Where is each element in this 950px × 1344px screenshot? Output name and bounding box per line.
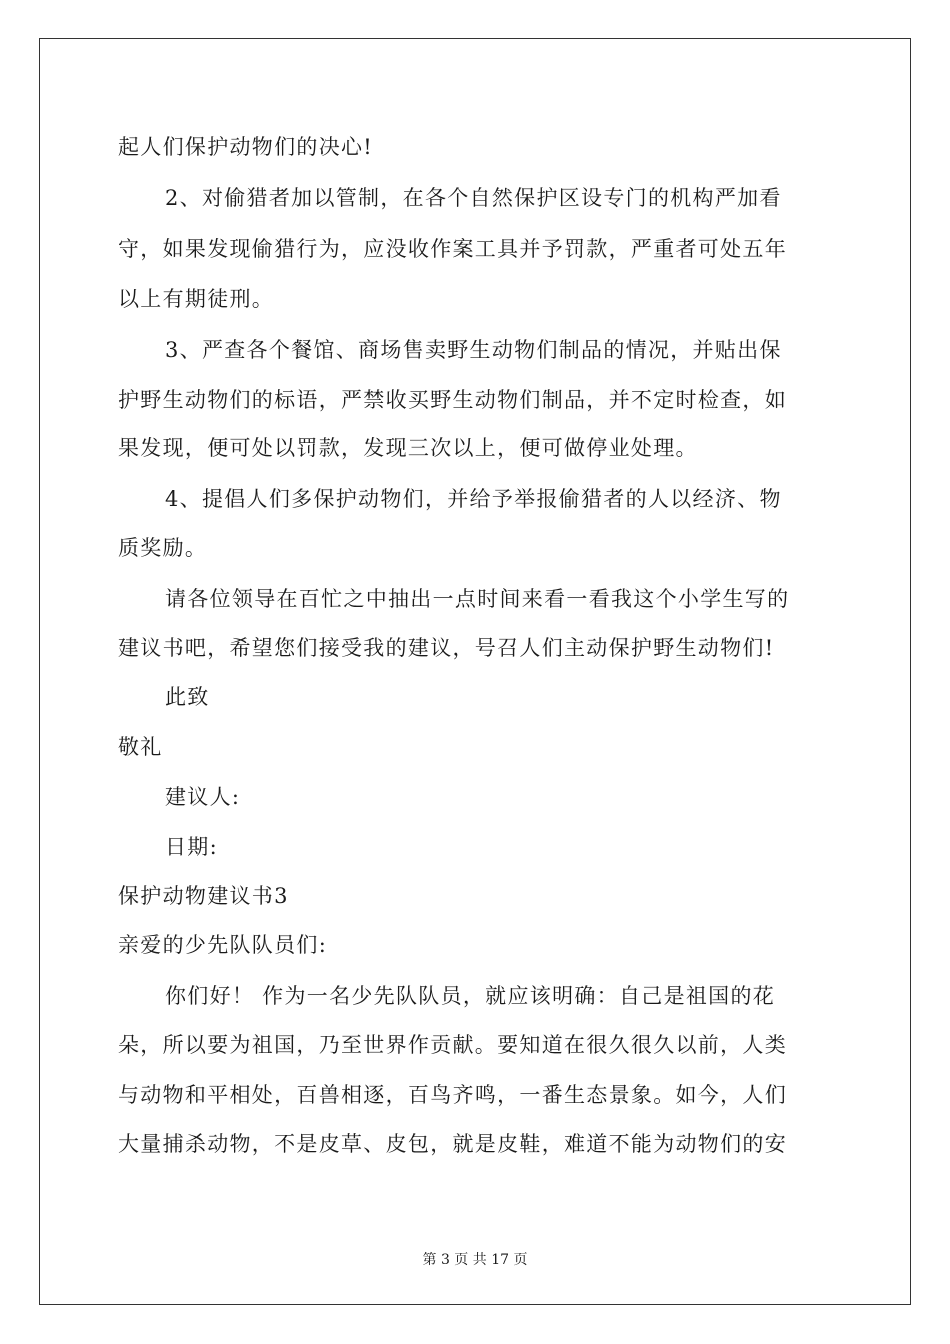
text-line: 守，如果发现偷猎行为，应没收作案工具并予罚款，严重者可处五年 xyxy=(118,237,787,261)
signer-label: 建议人: xyxy=(165,785,241,809)
text-line: 起人们保护动物们的决心! xyxy=(118,135,374,159)
text-line: 以上有期徒刑。 xyxy=(118,287,275,311)
page-footer: 第 3 页 共 17 页 xyxy=(422,1252,528,1268)
text-line: 大量捕杀动物，不是皮草、皮包，就是皮鞋，难道不能为动物们的安 xyxy=(118,1132,787,1156)
date-label: 日期: xyxy=(165,835,218,859)
text-line: 你们好！ 作为一名少先队队员，就应该明确：自己是祖国的花 xyxy=(165,984,776,1008)
text-line: 果发现，便可处以罚款，发现三次以上，便可做停业处理。 xyxy=(118,436,698,460)
text-line: 朵，所以要为祖国，乃至世界作贡献。要知道在很久很久以前，人类 xyxy=(118,1033,787,1057)
section-title: 保护动物建议书3 xyxy=(118,884,289,908)
text-line: 与动物和平相处，百兽相逐，百鸟齐鸣，一番生态景象。如今，人们 xyxy=(118,1083,787,1107)
page-border xyxy=(39,38,911,1305)
text-line: 4、提倡人们多保护动物们，并给予举报偷猎者的人以经济、物 xyxy=(165,487,782,511)
closing-salutation: 此致 xyxy=(165,685,210,709)
closing-regards: 敬礼 xyxy=(118,735,163,759)
greeting: 亲爱的少先队队员们: xyxy=(118,933,328,957)
text-line: 建议书吧，希望您们接受我的建议，号召人们主动保护野生动物们! xyxy=(118,636,775,660)
text-line: 2、对偷猎者加以管制，在各个自然保护区设专门的机构严加看 xyxy=(165,186,782,210)
text-line: 质奖励。 xyxy=(118,536,208,560)
text-line: 护野生动物们的标语，严禁收买野生动物们制品，并不定时检查，如 xyxy=(118,388,787,412)
text-line: 3、严查各个餐馆、商场售卖野生动物们制品的情况，并贴出保 xyxy=(165,338,782,362)
text-line: 请各位领导在百忙之中抽出一点时间来看一看我这个小学生写的 xyxy=(165,587,790,611)
